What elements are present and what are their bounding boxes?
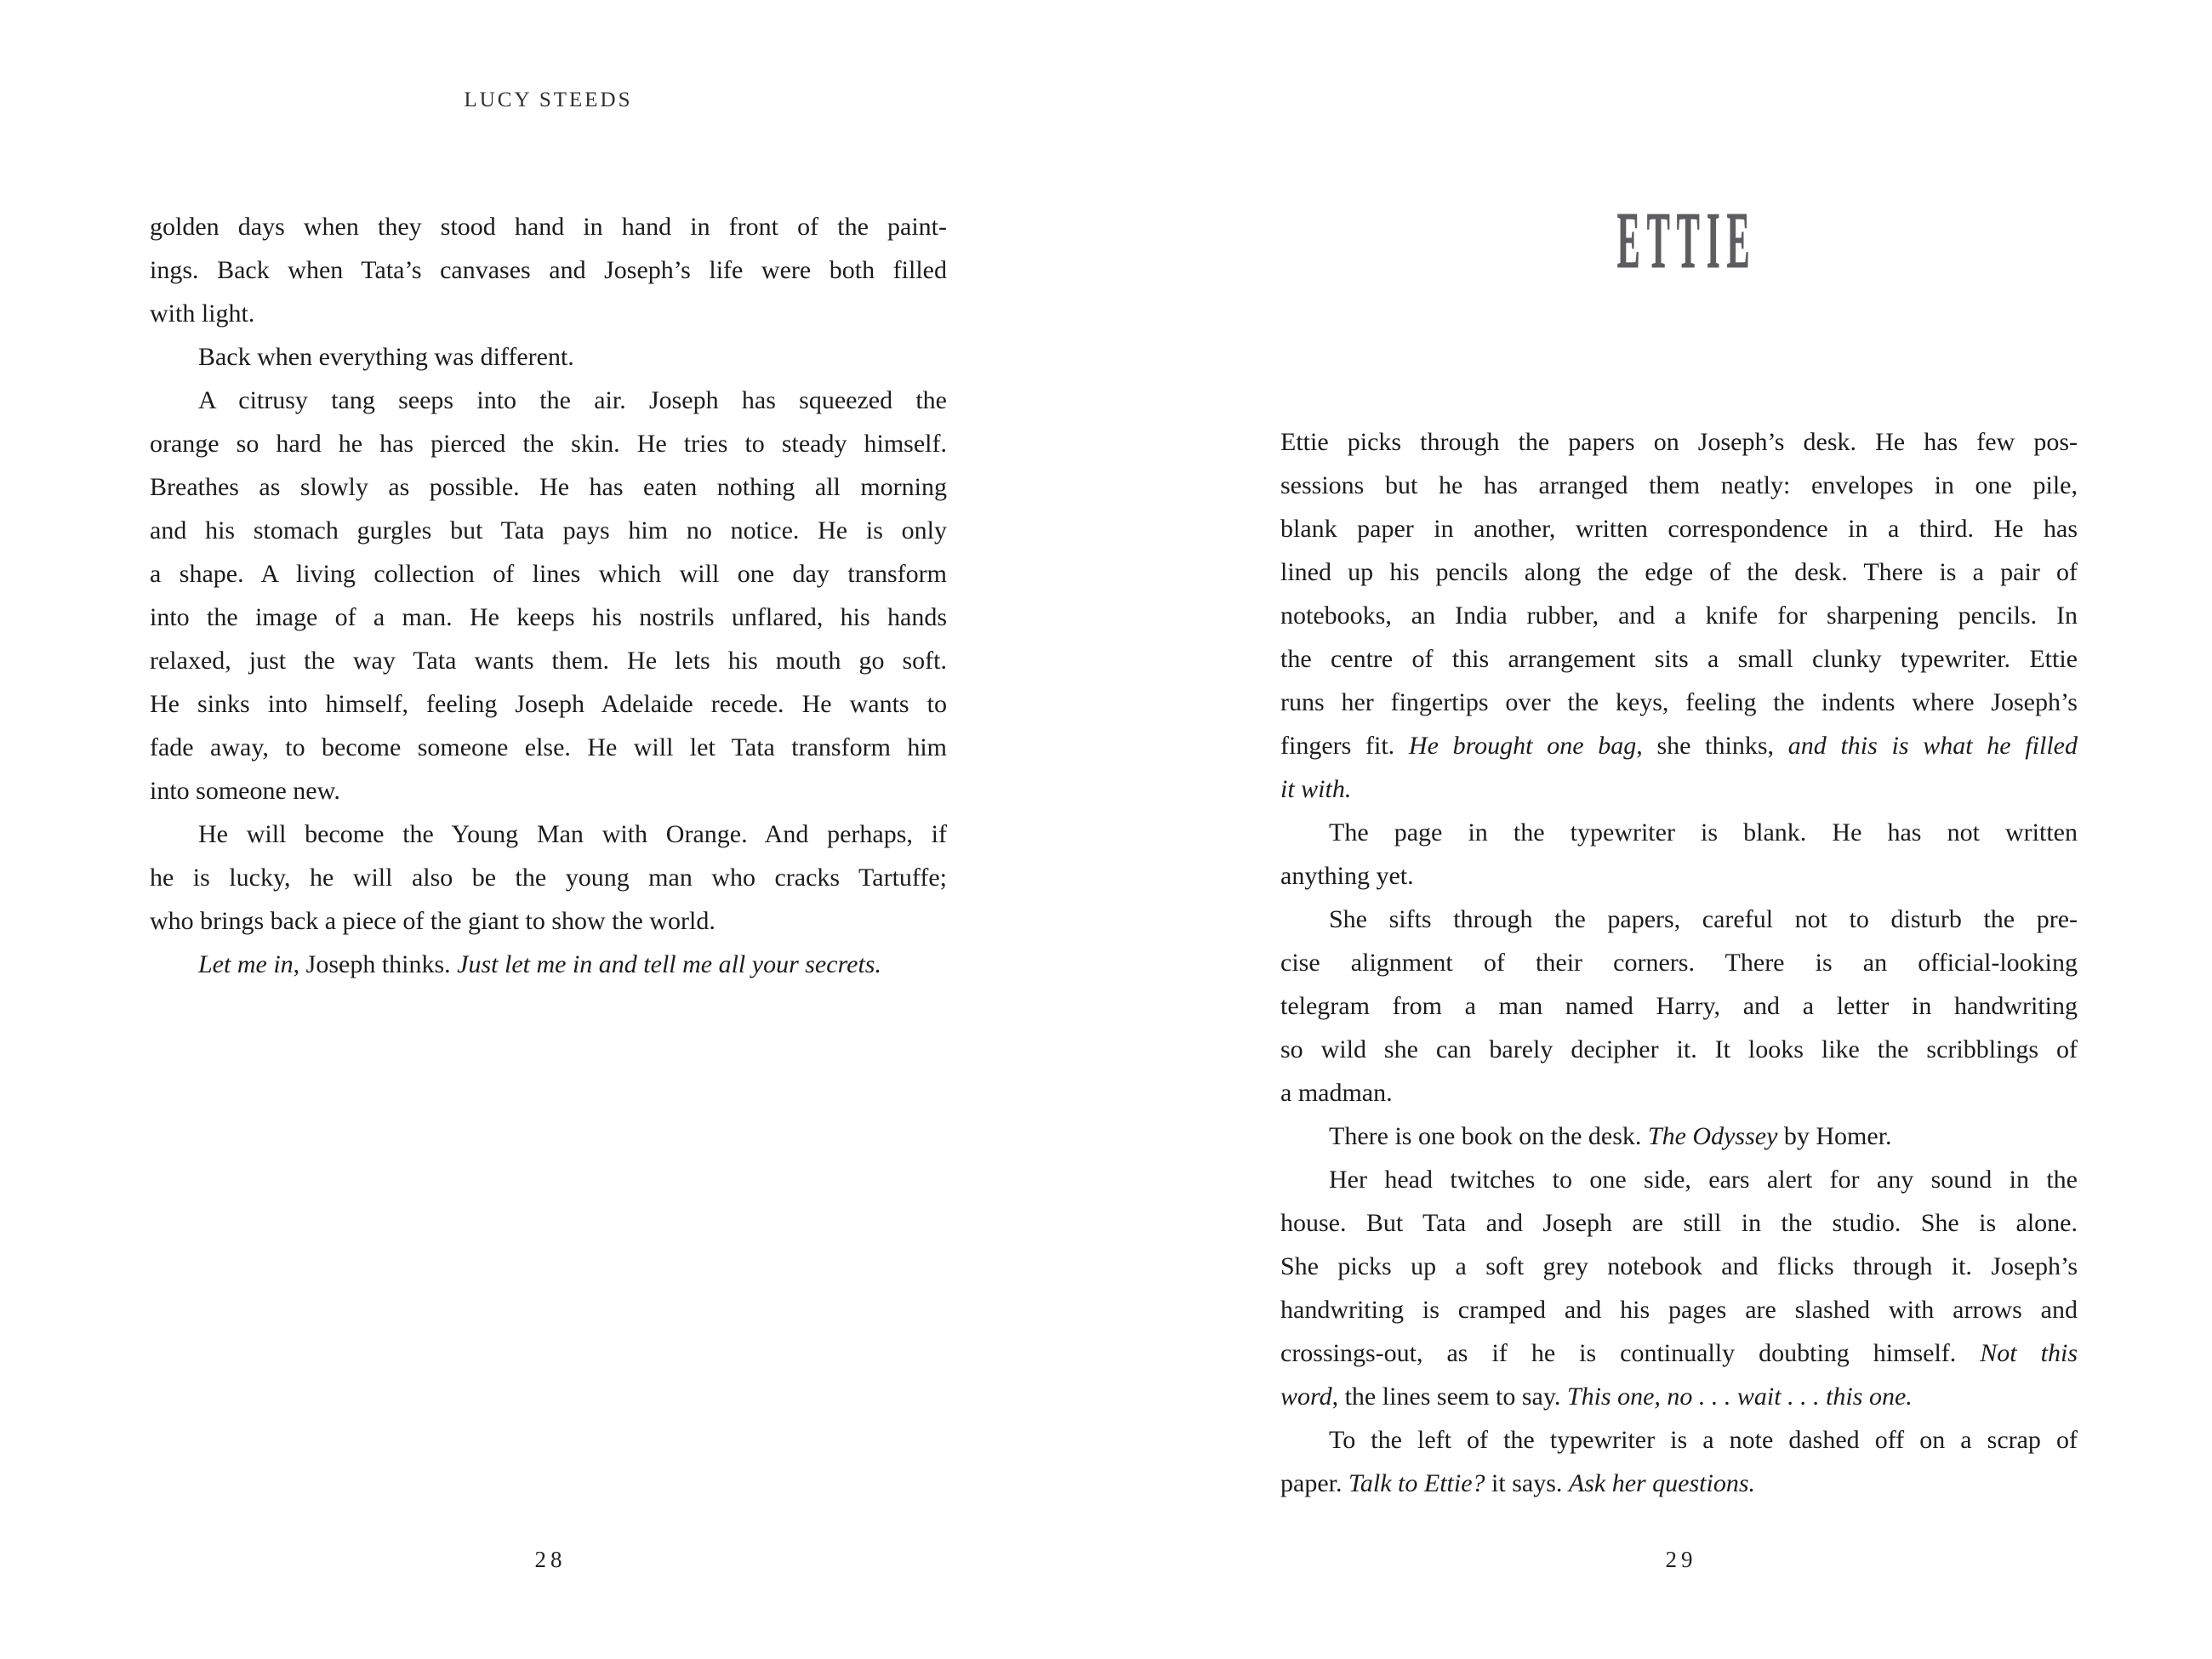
text-line: The page in the typewriter is blank. He has not written — [1329, 818, 2078, 847]
page-left — [150, 0, 947, 1659]
text-line: Ettie picks through the papers on Joseph’s desk. He has few pos- — [1280, 428, 2078, 456]
text-line: orange so hard he has pierced the skin. He tries to steady himself. — [150, 430, 947, 458]
text-line: into the image of a man. He keeps his nostrils unflared, his hands — [150, 603, 947, 631]
text-line: paper. Talk to Ettie? it says. Ask her questions. — [1280, 1469, 1756, 1497]
right-page-number: 29 — [1665, 1547, 1697, 1572]
text-line: blank paper in another, written correspondence in a third. He has — [1280, 515, 2078, 543]
text-line: sessions but he has arranged them neatly: envelopes in one pile, — [1280, 471, 2078, 499]
page-right — [1280, 0, 2078, 1659]
left-page-number: 28 — [534, 1547, 567, 1572]
text-line: To the left of the typewriter is a note dashed off on a scrap of — [1329, 1426, 2078, 1454]
chapter-title-text: ETTIE — [1616, 197, 1757, 285]
text-line: golden days when they stood hand in hand in front of the paint- — [150, 213, 947, 241]
chapter-title — [1280, 197, 2078, 285]
text-line: with light. — [150, 299, 255, 328]
text-line: notebooks, an India rubber, and a knife for sharpening pencils. In — [1280, 601, 2078, 630]
text-line: Breathes as slowly as possible. He has eaten nothing all morning — [150, 473, 947, 501]
text-line: who brings back a piece of the giant to show the world. — [150, 907, 715, 935]
text-line: it with. — [1280, 775, 1352, 803]
text-line: Back when everything was different. — [198, 343, 574, 371]
right-page-text-block — [1280, 420, 2078, 1505]
text-line: Her head twitches to one side, ears alert for any sound in the — [1329, 1166, 2078, 1194]
text-line: He will become the Young Man with Orange. And perhaps, if — [198, 820, 947, 848]
running-header-author: LUCY STEEDS — [464, 88, 633, 111]
text-line: ings. Back when Tata’s canvases and Joseph’s life were both filled — [150, 256, 947, 284]
text-line: fingers fit. He brought one bag, she thinks, and this is what he filled — [1280, 732, 2078, 760]
text-line: so wild she can barely decipher it. It looks like the scribblings of — [1280, 1035, 2078, 1063]
text-line: telegram from a man named Harry, and a letter in handwriting — [1280, 992, 2078, 1020]
text-line: fade away, to become someone else. He will let Tata transform him — [150, 733, 947, 761]
text-line: and his stomach gurgles but Tata pays him no notice. He is only — [150, 516, 947, 544]
text-line: lined up his pencils along the edge of the desk. There is a pair of — [1280, 558, 2078, 586]
text-line: Let me in, Joseph thinks. Just let me in and tell me all your secrets. — [198, 950, 881, 978]
text-line: into someone new. — [150, 777, 340, 805]
text-line: word, the lines seem to say. This one, no . . . wait . . . this one. — [1280, 1382, 1913, 1411]
text-line: the centre of this arrangement sits a small clunky typewriter. Ettie — [1280, 645, 2078, 673]
left-page-text-block — [150, 205, 947, 986]
text-line: house. But Tata and Joseph are still in the studio. She is alone. — [1280, 1209, 2078, 1237]
text-line: crossings-out, as if he is continually doubting himself. Not this — [1280, 1339, 2078, 1367]
text-line: relaxed, just the way Tata wants them. He lets his mouth go soft. — [150, 647, 947, 675]
text-line: A citrusy tang seeps into the air. Joseph has squeezed the — [198, 386, 947, 414]
text-line: runs her fingertips over the keys, feeling the indents where Joseph’s — [1280, 688, 2078, 716]
text-line: She sifts through the papers, careful not to disturb the pre- — [1329, 905, 2078, 933]
text-line: There is one book on the desk. The Odyssey by Homer. — [1329, 1122, 1892, 1150]
text-line: handwriting is cramped and his pages are slashed with arrows and — [1280, 1296, 2078, 1324]
text-line: cise alignment of their corners. There is an official-looking — [1280, 949, 2078, 977]
text-line: He sinks into himself, feeling Joseph Adelaide recede. He wants to — [150, 690, 947, 718]
text-line: he is lucky, he will also be the young man who cracks Tartuffe; — [150, 864, 947, 892]
text-line: a shape. A living collection of lines which will one day transform — [150, 560, 947, 588]
text-line: anything yet. — [1280, 862, 1414, 890]
text-line: a madman. — [1280, 1079, 1393, 1107]
text-line: She picks up a soft grey notebook and flicks through it. Joseph’s — [1280, 1252, 2078, 1280]
